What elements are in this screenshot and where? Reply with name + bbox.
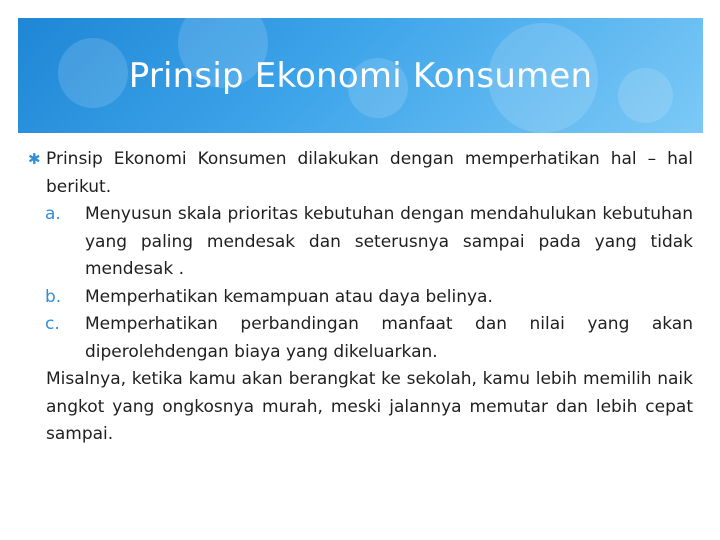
slide-body: [28, 146, 693, 449]
item-letter: b.: [45, 286, 62, 307]
intro-bullet: [28, 146, 693, 201]
item-text: Memperhatikan kemampuan atau daya belinya.: [85, 286, 493, 307]
item-letter: a.: [45, 204, 61, 224]
item-text: Menyusun skala prioritas kebutuhan dengan mendahulukan kebutuhan yang paling mendesak dan seterusnya sampai pada yang tidak mendesak .: [85, 204, 693, 279]
closing-paragraph: Misalnya, ketika kamu akan berangkat ke sekolah, kamu lebih memilih naik angkot yang ongkosnya murah, meski jalannya memutar dan lebih cepat sampai.: [46, 369, 693, 444]
item-text: Memperhatikan perbandingan manfaat dan nilai yang akan diperolehdengan biaya yang dikeluarkan.: [85, 314, 693, 362]
list-item: [45, 311, 693, 366]
asterisk-icon: ✱: [28, 150, 41, 168]
slide-title: Prinsip Ekonomi Konsumen: [128, 56, 593, 96]
list-item: [45, 284, 693, 312]
item-list: [45, 201, 693, 366]
list-item: [45, 201, 693, 284]
item-letter: c.: [45, 314, 60, 334]
intro-text: Prinsip Ekonomi Konsumen dilakukan dengan memperhatikan hal – hal berikut.: [46, 149, 693, 197]
